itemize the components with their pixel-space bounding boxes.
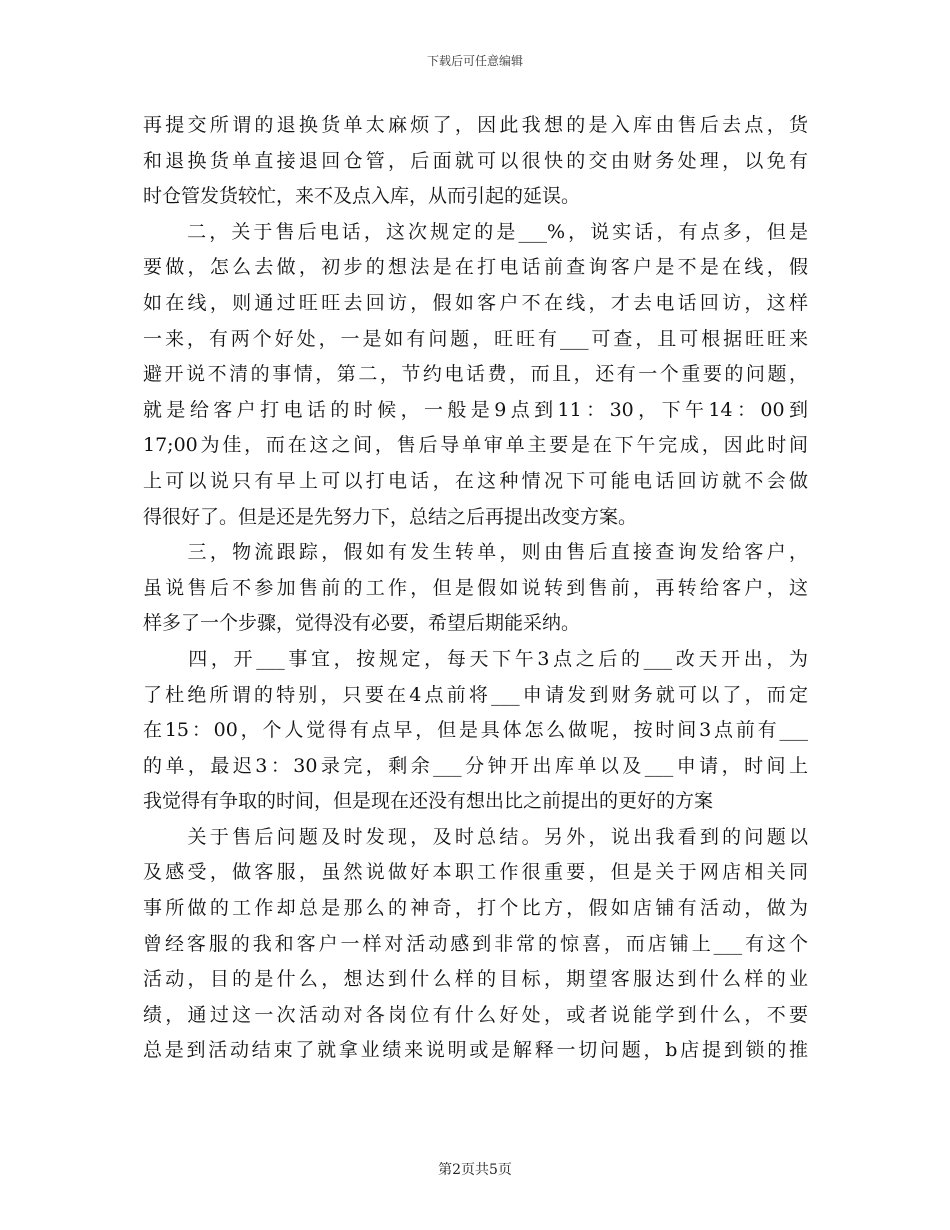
text-line: 避开说不清的事情，第二，节约电话费，而且，还有一个重要的问题， bbox=[143, 363, 808, 386]
text-line: 了杜绝所谓的特别，只要在4点前将___申请发到财务就可以了，而定 bbox=[143, 683, 808, 706]
text-line: 我觉得有争取的时间，但是现在还没有想出比之前提出的更好的方案 bbox=[143, 790, 714, 813]
text-line: 在15：00，个人觉得有点早，但是具体怎么做呢，按时间3点前有___ bbox=[143, 719, 808, 742]
text-line: 和退换货单直接退回仓管，后面就可以很快的交由财务处理，以免有 bbox=[143, 149, 808, 172]
text-line: 要做，怎么去做，初步的想法是在打电话前查询客户是不是在线，假 bbox=[143, 256, 808, 279]
text-line: 及感受，做客服，虽然说做好本职工作很重要，但是关于网店相关同 bbox=[143, 861, 808, 884]
text-line: 时仓管发货较忙，来不及点入库，从而引起的延误。 bbox=[143, 185, 581, 208]
text-line: 17;00为佳，而在这之间，售后导单审单主要是在下午完成，因此时间 bbox=[143, 434, 808, 457]
text-line: 事所做的工作却总是那么的神奇，打个比方，假如店铺有活动，做为 bbox=[143, 897, 808, 920]
text-line: 一来，有两个好处，一是如有问题，旺旺有___可查，且可根据旺旺来 bbox=[143, 327, 808, 350]
text-line: 关于售后问题及时发现，及时总结。另外，说出我看到的问题以 bbox=[143, 825, 808, 848]
text-line: 二，关于售后电话，这次规定的是___%，说实话，有点多，但是 bbox=[143, 220, 808, 243]
text-line: 绩，通过这一次活动对各岗位有什么好处，或者说能学到什么，不要 bbox=[143, 1003, 808, 1026]
text-line: 样多了一个步骤，觉得没有必要，希望后期能采纳。 bbox=[143, 612, 581, 635]
text-line: 活动，目的是什么，想达到什么样的目标，期望客服达到什么样的业 bbox=[143, 968, 808, 991]
text-line: 如在线，则通过旺旺去回访，假如客户不在线，才去电话回访，这样 bbox=[143, 291, 808, 314]
text-line: 上可以说只有早上可以打电话，在这种情况下可能电话回访就不会做 bbox=[143, 469, 808, 492]
page-header: 下载后可任意编辑 bbox=[426, 54, 523, 68]
text-line: 就是给客户打电话的时候，一般是9点到11：30，下午14：00到 bbox=[143, 398, 808, 421]
document-body bbox=[143, 108, 808, 1069]
text-line: 虽说售后不参加售前的工作，但是假如说转到售前，再转给客户，这 bbox=[143, 576, 808, 599]
text-line: 曾经客服的我和客户一样对活动感到非常的惊喜，而店铺上___有这个 bbox=[143, 932, 808, 955]
page-footer: 第2页共5页 bbox=[438, 1162, 512, 1178]
text-line: 总是到活动结束了就拿业绩来说明或是解释一切问题，b店提到锁的推 bbox=[143, 1039, 808, 1062]
text-line: 再提交所谓的退换货单太麻烦了，因此我想的是入库由售后去点，货 bbox=[143, 114, 808, 136]
text-line: 三，物流跟踪，假如有发生转单，则由售后直接查询发给客户， bbox=[143, 541, 808, 564]
text-line: 的单，最迟3：30录完，剩余___分钟开出库单以及___申请，时间上 bbox=[143, 754, 808, 777]
text-line: 得很好了。但是还是先努力下，总结之后再提出改变方案。 bbox=[143, 505, 638, 528]
text-line: 四，开___事宜，按规定，每天下午3点之后的___改天开出，为 bbox=[143, 647, 808, 670]
